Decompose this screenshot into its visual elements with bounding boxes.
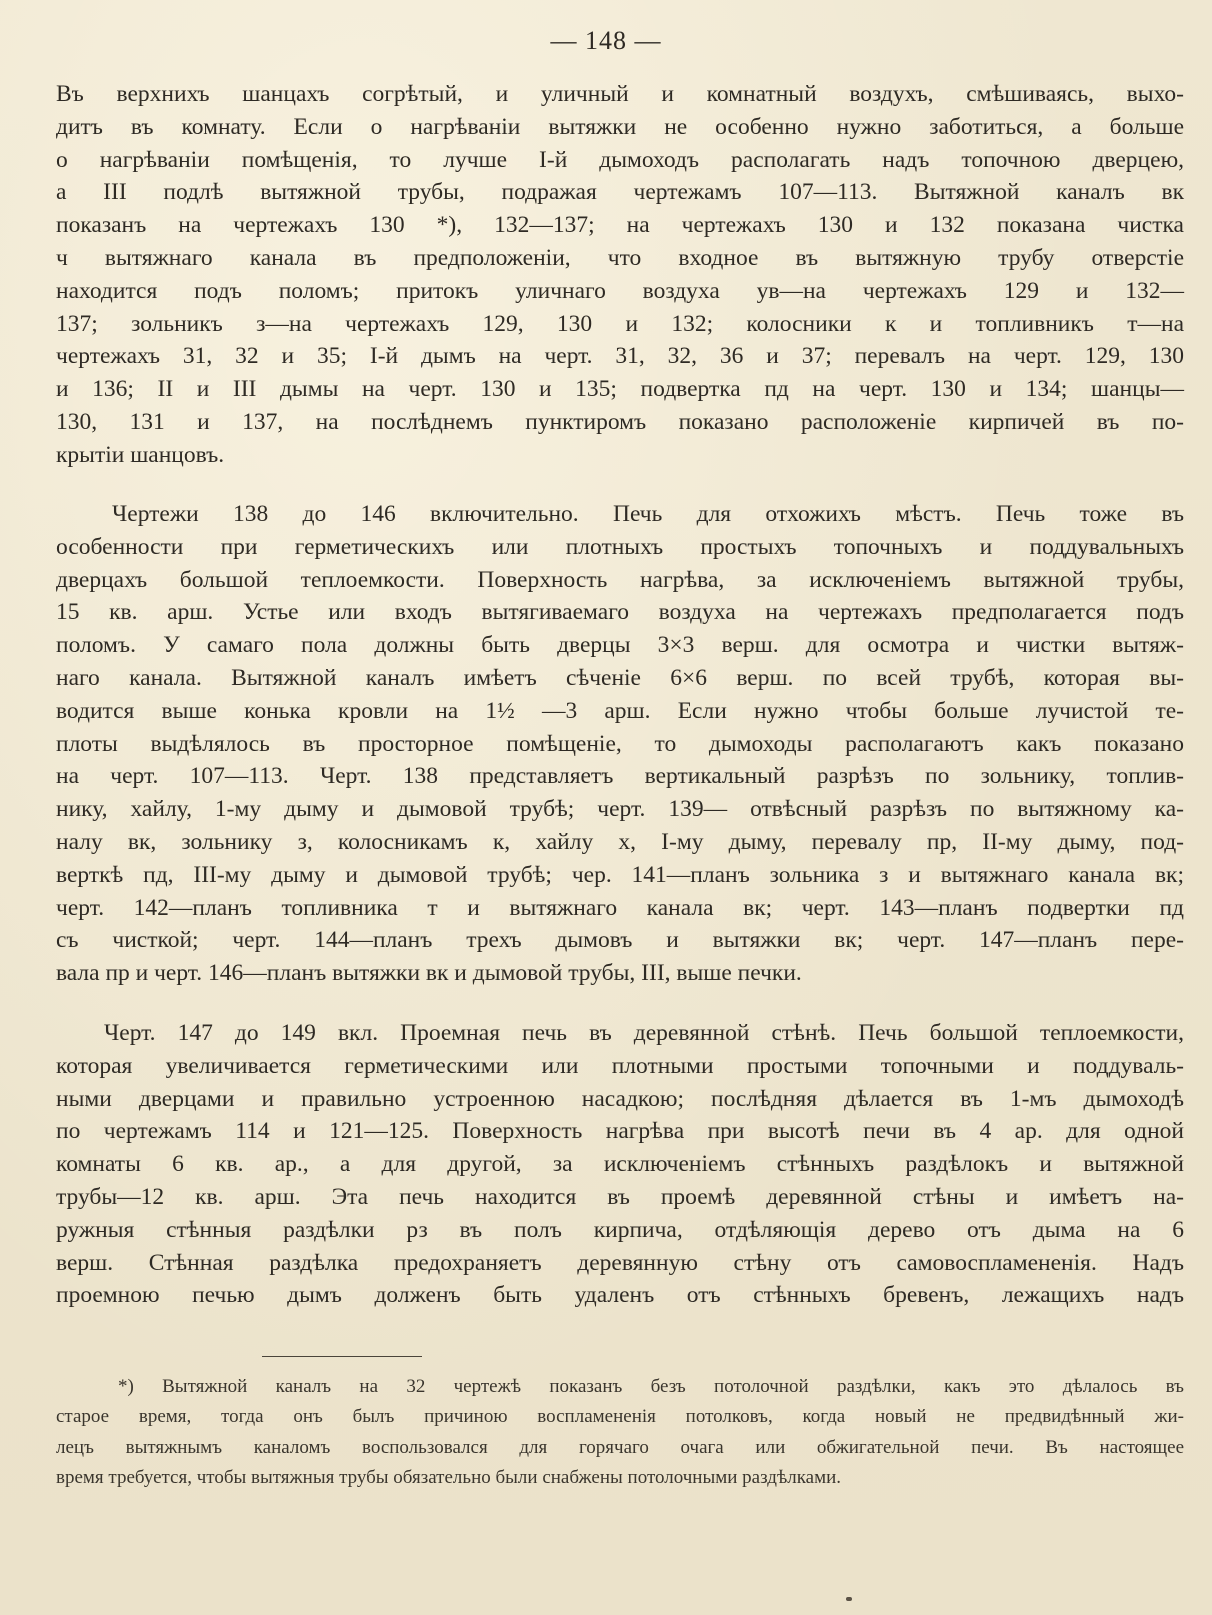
text-line: водится выше конька кровли на 1½ —3 арш. Если нужно чтобы больше лучистой те- bbox=[56, 697, 1184, 724]
text-line: на черт. 107—113. Черт. 138 представляетъ вертикальный разрѣзъ по зольнику, топлив- bbox=[56, 763, 1184, 790]
footnote-line: лецъ вытяжнымъ каналомъ воспользовался для горячаго очага или обжигательной печи. Въ настоящее bbox=[56, 1436, 1184, 1458]
text-line: черт. 142—планъ топливника т и вытяжнаго канала вк; черт. 143—планъ подвертки пд bbox=[56, 894, 1184, 921]
text-line: 137; зольникъ з—на чертежахъ 129, 130 и 132; колосники к и топливникъ т—на bbox=[56, 310, 1184, 337]
text-line: комнаты 6 кв. ар., а для другой, за исключенiемъ стѣнныхъ раздѣлокъ и вытяжной bbox=[56, 1151, 1184, 1178]
page-number: — 148 — bbox=[550, 26, 662, 55]
text-line: чертежахъ 31, 32 и 35; I-й дымъ на черт. 31, 32, 36 и 37; перевалъ на черт. 129, 130 bbox=[56, 343, 1184, 370]
text-line: которая увеличивается герметическими или плотными простыми топочными и поддуваль- bbox=[56, 1052, 1184, 1079]
text-line: наго канала. Вытяжной каналъ имѣетъ сѣченiе 6×6 верш. по всей трубѣ, которая вы- bbox=[56, 664, 1184, 691]
text-line: 15 кв. арш. Устье или входъ вытягиваемаго воздуха на чертежахъ предполагается подъ bbox=[56, 599, 1184, 626]
text-line: съ чисткой; черт. 144—планъ трехъ дымовъ и вытяжки вк; черт. 147—планъ пере- bbox=[56, 927, 1184, 954]
text-line: по чертежамъ 114 и 121—125. Поверхность нагрѣва при высотѣ печи въ 4 ар. для одной bbox=[56, 1118, 1184, 1145]
text-line: верш. Стѣнная раздѣлка предохраняетъ деревянную стѣну отъ самовоспламененiя. Надъ bbox=[56, 1249, 1184, 1276]
footnote bbox=[56, 1372, 1184, 1493]
paragraph-1 bbox=[56, 78, 1184, 472]
text-line: Черт. 147 до 149 вкл. Проемная печь въ деревянной стѣнѣ. Печь большой теплоемкости, bbox=[104, 1020, 1184, 1046]
text-line: вала пр и черт. 146—планъ вытяжки вк и дымовой трубы, III, выше печки. bbox=[56, 960, 802, 987]
text-line: дитъ въ комнату. Если о нагрѣванiи вытяжки не особенно нужно заботиться, а больше bbox=[56, 113, 1184, 140]
text-line: крытiи шанцовъ. bbox=[56, 441, 225, 468]
text-line: нику, хайлу, 1-му дыму и дымовой трубѣ; черт. 139— отвѣсный разрѣзъ по вытяжному ка- bbox=[56, 796, 1184, 823]
footnote-line: *) Вытяжной каналъ на 32 чертежѣ показанъ безъ потолочной раздѣлки, какъ это дѣлалось въ bbox=[118, 1376, 1184, 1397]
paragraph-3 bbox=[56, 1017, 1184, 1312]
text-line: поломъ. У самаго пола должны быть дверцы 3×3 верш. для осмотра и чистки вытяж- bbox=[56, 632, 1184, 659]
text-line: дверцахъ большой теплоемкости. Поверхность нагрѣва, за исключенiемъ вытяжной трубы, bbox=[56, 566, 1184, 593]
text-line: о нагрѣванiи помѣщенiя, то лучше I-й дымоходъ располагать надъ топочною дверцею, bbox=[56, 146, 1184, 173]
footnote-line: старое время, тогда онъ былъ причиною воспламененiя потолковъ, когда новый не предвидѣнный жи- bbox=[56, 1406, 1184, 1428]
text-line: находится подъ поломъ; притокъ уличнаго воздуха ув—на чертежахъ 129 и 132— bbox=[56, 277, 1184, 304]
text-line: проемною печью дымъ долженъ быть удаленъ отъ стѣнныхъ бревенъ, лежащихъ надъ bbox=[56, 1282, 1184, 1309]
text-line: верткѣ пд, III-му дыму и дымовой трубѣ; чер. 141—планъ зольника з и вытяжнаго канала вк; bbox=[56, 861, 1184, 888]
paragraph-2 bbox=[56, 498, 1184, 990]
ink-speck bbox=[846, 1597, 852, 1601]
text-line: плоты выдѣлялось въ просторное помѣщенiе, то дымоходы располагаютъ какъ показано bbox=[56, 730, 1184, 757]
footnote-line: время требуется, чтобы вытяжныя трубы обязательно были снабжены потолочными раздѣлками. bbox=[56, 1466, 842, 1488]
text-line: ными дверцами и правильно устроенною насадкою; послѣдняя дѣлается въ 1-мъ дымоходѣ bbox=[56, 1085, 1184, 1112]
text-line: а III подлѣ вытяжной трубы, подражая чертежамъ 107—113. Вытяжной каналъ вк bbox=[56, 179, 1184, 206]
text-line: ружныя стѣнныя раздѣлки рз въ полъ кирпича, отдѣляющiя дерево отъ дыма на 6 bbox=[56, 1216, 1184, 1243]
text-line: Чертежи 138 до 146 включительно. Печь для отхожихъ мѣстъ. Печь тоже въ bbox=[112, 501, 1184, 527]
text-line: Въ верхнихъ шанцахъ согрѣтый, и уличный и комнатный воздухъ, смѣшиваясь, выхо- bbox=[56, 81, 1184, 107]
text-line: особенности при герметическихъ или плотныхъ простыхъ топочныхъ и поддувальныхъ bbox=[56, 533, 1184, 560]
text-line: показанъ на чертежахъ 130 *), 132—137; на чертежахъ 130 и 132 показана чистка bbox=[56, 212, 1184, 239]
footnote-divider bbox=[262, 1356, 422, 1357]
text-line: 130, 131 и 137, на послѣднемъ пунктиромъ показано расположенiе кирпичей въ по- bbox=[56, 408, 1184, 435]
text-line: трубы—12 кв. арш. Эта печь находится въ проемѣ деревянной стѣны и имѣетъ на- bbox=[56, 1183, 1184, 1210]
text-line: ч вытяжнаго канала въ предположенiи, что входное въ вытяжную трубу отверстiе bbox=[56, 244, 1184, 271]
text-line: налу вк, зольнику з, колосникамъ к, хайлу х, I-му дыму, перевалу пр, II-му дыму, под- bbox=[56, 828, 1184, 855]
text-line: и 136; II и III дымы на черт. 130 и 135; подвертка пд на черт. 130 и 134; шанцы— bbox=[56, 376, 1184, 403]
